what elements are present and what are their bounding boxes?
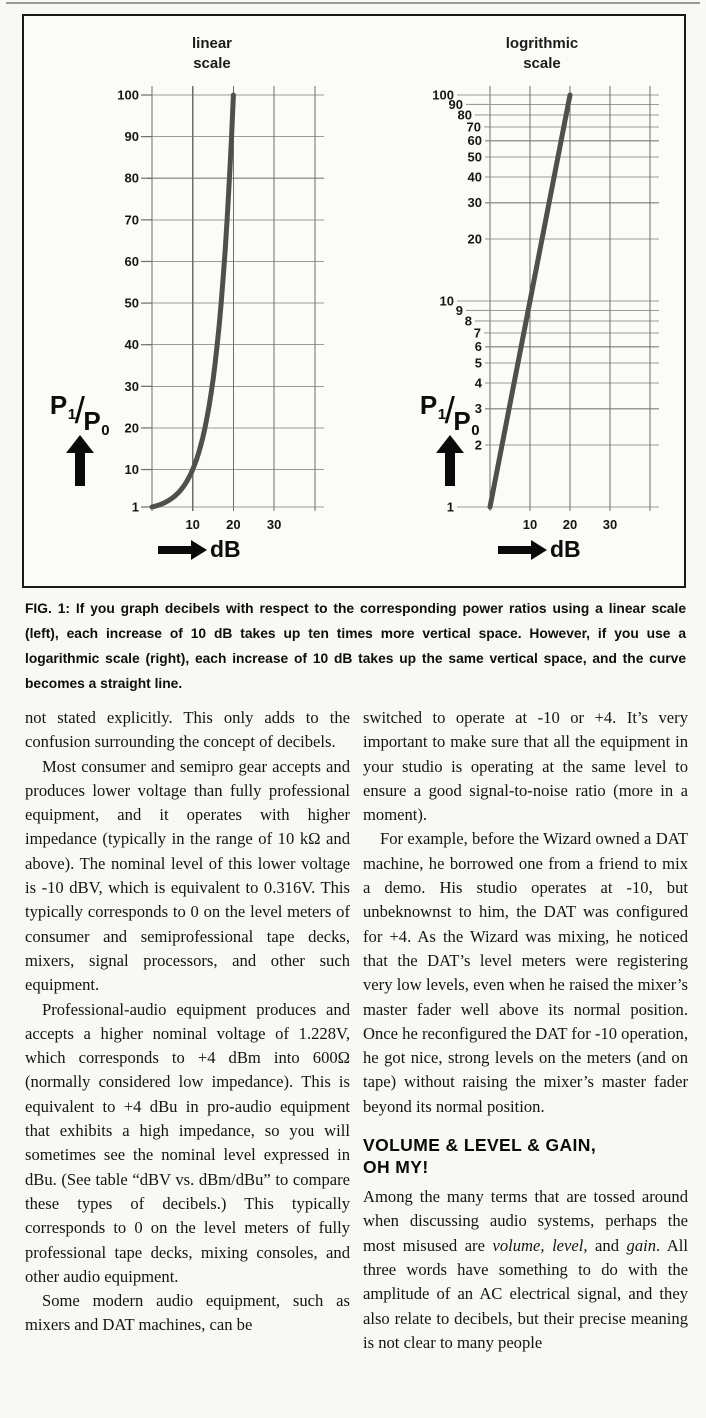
right-arrow-icon (158, 546, 192, 554)
y-tick-label: 5 (474, 355, 482, 371)
article-paragraph (363, 1185, 688, 1355)
y-tick-label: 60 (124, 253, 139, 269)
y-tick-label: 1 (446, 499, 454, 515)
section-heading: VOLUME & LEVEL & GAIN, OH MY! (363, 1135, 597, 1178)
article-paragraph (363, 827, 688, 1119)
text-run: . All three words have something to do with the amplitude of an AC electrical signal, and they also relate to decibels, but their precise meaning is not clear to many people (363, 1235, 688, 1352)
y-tick-label: 8 (464, 313, 472, 329)
power-ratio-label: $P_1/P_0$ (419, 390, 481, 439)
italic-term: level, (552, 1235, 588, 1255)
text-run: For example, before the Wizard owned a DAT machine, he borrowed one from a friend to mix a demo. His studio operates at -10, but unbeknownst to him, the DAT was configured for +4. As the Wizard was mixing, he noticed that the DAT’s level meters were registering very low levels, even when he raised the mixer’s master fader well above its normal position. Once he reconfigured the DAT for -10 operation, he got nice, strong levels on the meters (and on tape) without raising the mixer’s master fader beyond its normal position. (363, 829, 688, 1116)
y-tick-label: 50 (124, 295, 139, 311)
x-axis-label-right (498, 536, 581, 563)
x-axis-unit: dB (550, 536, 581, 562)
y-tick-label: 80 (457, 107, 472, 123)
chart-title-line: scale (193, 55, 231, 73)
y-tick-label: 100 (432, 87, 454, 103)
y-axis-label-right (404, 388, 496, 486)
y-tick-label: 80 (124, 170, 139, 186)
scan-artifact-line (6, 2, 700, 4)
power-ratio-label: $P_1/P_0$ (49, 390, 111, 439)
x-axis-label-left (158, 536, 241, 563)
x-tick-label: 20 (562, 517, 578, 532)
up-arrow-icon (75, 452, 85, 486)
text-run: switched to operate at -10 or +4. It’s very important to make sure that all the equipment in your studio is operating at the same level to ensure a good signal-to-noise ratio (more in a moment). (363, 708, 688, 825)
italic-term: gain (626, 1235, 657, 1255)
x-tick-label: 20 (226, 517, 241, 532)
y-tick-label: 1 (131, 499, 139, 515)
y-tick-label: 20 (467, 231, 482, 247)
text-run: and (587, 1235, 627, 1255)
article-paragraph (25, 998, 350, 1290)
y-tick-label: 20 (124, 420, 139, 436)
figure-caption: FIG. 1: If you graph decibels with respect to the corresponding power ratios using a linear scale (left), each increase of 10 dB takes up ten times more vertical space. However, if you use a logarithmic scale (right), each increase of 10 dB takes up the same vertical space, and the curve becomes a straight line. (25, 601, 686, 691)
y-tick-label: 6 (474, 339, 482, 355)
y-tick-label: 2 (474, 437, 482, 453)
text-run: not stated explicitly. This only adds to the confusion surrounding the concept of decibels. (25, 708, 350, 752)
y-tick-label: 4 (474, 375, 482, 391)
right-arrow-icon (498, 546, 532, 554)
italic-term: volume, (492, 1235, 545, 1255)
text-run: Most consumer and semipro gear accepts and produces lower voltage than fully professional equipment, and it operates with higher impedance (typically in the range of 10 kΩ and above). The nominal level of this lower voltage is -10 dBV, which is equivalent to 0.316V. This typically corresponds to 0 on the level meters of consumer and semiprofessional tape decks, mixers, signal processors, and other such equipment. (25, 756, 350, 995)
y-tick-label: 7 (473, 325, 481, 341)
text-run: Among the many terms that are tossed around when discussing audio systems, perhaps the most misused are (363, 1187, 688, 1255)
article-body (25, 706, 688, 1355)
y-tick-label: 90 (448, 96, 463, 112)
chart-title-line: linear (191, 35, 233, 52)
article-column-left (25, 706, 350, 1355)
article-paragraph (25, 1289, 350, 1338)
y-tick-label: 40 (467, 169, 482, 185)
y-tick-label: 60 (467, 133, 482, 149)
figure-1 (22, 14, 686, 588)
y-tick-label: 100 (117, 87, 139, 103)
text-run (545, 1236, 553, 1255)
y-tick-label: 30 (467, 195, 482, 211)
y-tick-label: 50 (467, 149, 482, 165)
y-tick-label: 90 (124, 129, 139, 145)
article-paragraph (363, 706, 688, 827)
y-tick-label: 40 (124, 337, 139, 353)
article-paragraph (25, 706, 350, 755)
article-paragraph (25, 755, 350, 998)
y-tick-label: 70 (124, 212, 139, 228)
linear-scale-chart (117, 86, 324, 532)
y-tick-label: 70 (466, 119, 481, 135)
x-tick-label: 10 (522, 517, 538, 532)
text-run: Professional-audio equipment produces and accepts a higher nominal voltage of 1.228V, which corresponds to +4 dBm into 600Ω (normally considered low impedance). This is equivalent to +4 dBu in pro-audio equipment that exhibits a high impedance, so you will sometimes see the nominal level expressed in dBu. (See table “dBV vs. dBm/dBu” to compare these types of decibels.) This typically corresponds to 0 on the level meters of fully professional tape decks, mixing consoles, and other audio equipment. (25, 999, 350, 1286)
y-tick-label: 10 (124, 462, 139, 478)
chart-title-line: scale (523, 55, 561, 73)
y-tick-label: 10 (439, 293, 454, 309)
y-tick-label: 9 (455, 302, 463, 318)
y-axis-label-left (34, 388, 126, 486)
x-tick-label: 30 (266, 517, 282, 532)
y-tick-label: 30 (124, 378, 139, 394)
y-tick-label: 3 (474, 401, 482, 417)
figure-charts (24, 16, 688, 590)
text-run: Some modern audio equipment, such as mixers and DAT machines, can be (25, 1291, 350, 1335)
x-axis-unit: dB (210, 536, 241, 562)
x-tick-label: 30 (602, 517, 618, 532)
chart-title-line: logrithmic (505, 35, 579, 52)
article-column-right (363, 706, 688, 1355)
up-arrow-icon (445, 452, 455, 486)
x-tick-label: 10 (185, 517, 200, 532)
